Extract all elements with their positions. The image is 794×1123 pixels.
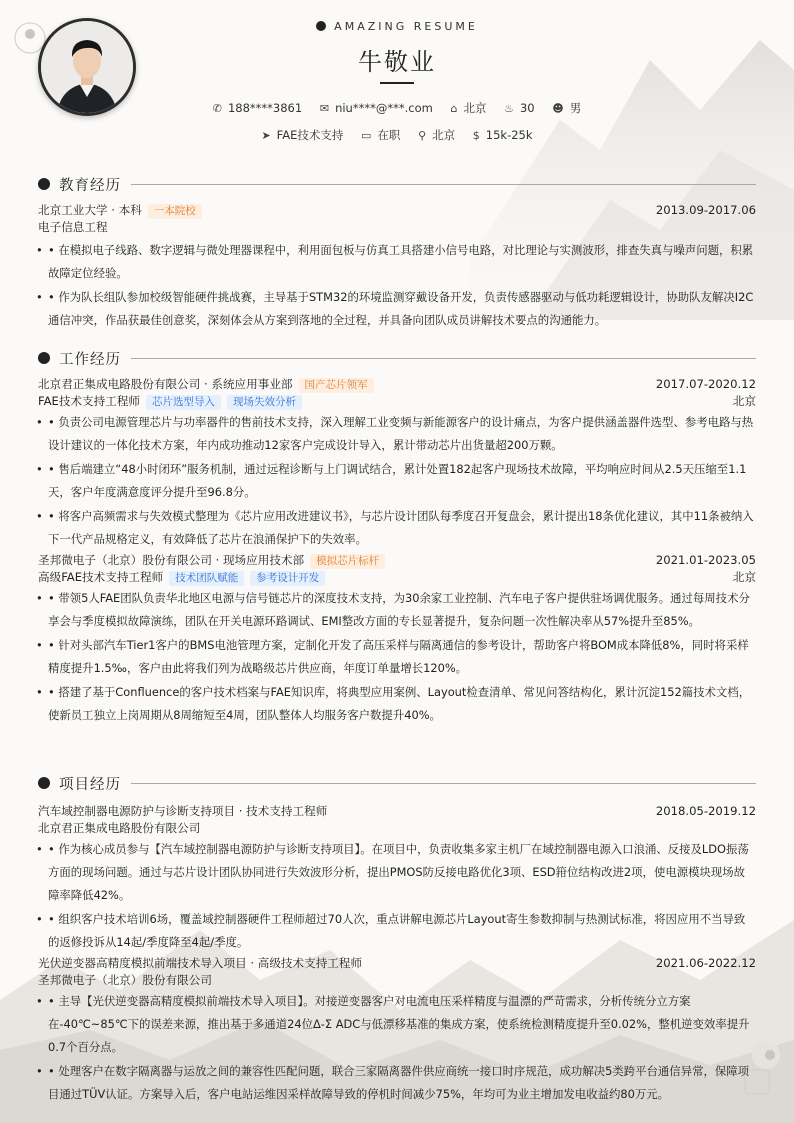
section-divider: [131, 184, 756, 185]
bullet-list: [38, 990, 756, 1106]
section-divider: [131, 783, 756, 784]
education-entry: [38, 202, 756, 332]
project-name: 汽车域控制器电源防护与诊断支持项目 · 技术支持工程师: [38, 804, 328, 818]
send-icon: ➤: [261, 129, 271, 142]
project-name: 光伏逆变器高精度模拟前端技术导入项目 · 高级技术支持工程师: [38, 956, 363, 970]
intent-position: ➤ FAE技术支持: [261, 128, 344, 142]
school-name: 北京工业大学 · 本科: [38, 203, 142, 217]
list-item: • • 作为核心成员参与【汽车域控制器电源防护与诊断支持项目】。在项目中，负责收集多家主机厂在域控制器电源入口浪涌、反接及LDO振荡方面的现场问题。通过与芯片设计团队协同进行失效波形分析，提出PMOS防反接电路优化3项、ESD箝位结构改进2项，使电源模块现场故障率降低42%。: [36, 842, 749, 902]
location-pin-icon: ⚲: [418, 129, 427, 142]
brand-text: AMAZING RESUME: [334, 20, 478, 33]
intent-salary: $ 15k-25k: [472, 128, 533, 142]
intent-status: ▭ 在职: [361, 128, 401, 142]
entry-date: 2013.09-2017.06: [655, 203, 756, 217]
ink-dot-icon: [316, 21, 326, 31]
contact-age: ♨ 30: [504, 101, 535, 115]
bullet-list: [38, 838, 756, 954]
list-item: • • 组织客户技术培训6场，覆盖域控制器硬件工程师超过70人次，重点讲解电源芯片Layout寄生参数抑制与热测试标准，将因应用不当导致的返修投诉从14起/季度降至4起/季度。: [36, 912, 746, 949]
entry-date: 2021.06-2022.12: [655, 956, 756, 970]
list-item: • • 处理客户在数字隔离器与运放之间的兼容性匹配问题，联合三家隔离器件供应商统一接口时序规范，成功解决5类跨平台通信异常，保障项目通过TÜV认证。方案导入后，客户电站运维因采样故障导致的停机时间减少75%，年均可为业主增加发电收益约80万元。: [36, 1064, 750, 1101]
company-name: 圣邦微电子（北京）股份有限公司 · 现场应用技术部: [38, 553, 305, 567]
job-location: 北京: [732, 570, 756, 584]
list-item: • • 作为队长组队参加校级智能硬件挑战赛，主导基于STM32的环境监测穿戴设备开发，负责传感器驱动与低功耗逻辑设计，协助队友解决I2C通信冲突，作品获最佳创意奖，深刻体会从方案到落地的全过程，并具备向团队成员讲解技术要点的沟通能力。: [36, 290, 754, 327]
project-entry: [38, 955, 756, 1106]
ink-dot-icon: [38, 352, 50, 364]
entry-date: 2018.05-2019.12: [655, 804, 756, 818]
education-section: [38, 174, 756, 333]
list-item: • • 在模拟电子线路、数字逻辑与微处理器课程中，利用面包板与仿真工具搭建小信号电路，对比理论与实测波形，排查失真与噪声问题，积累故障定位经验。: [36, 243, 754, 280]
project-entry: [38, 803, 756, 954]
entry-date: 2017.07-2020.12: [655, 377, 756, 391]
project-company: 圣邦微电子（北京）股份有限公司: [38, 973, 212, 987]
bullet-list: [38, 239, 756, 332]
work-entry: [38, 552, 756, 727]
contact-email: ✉ niu****@***.com: [319, 101, 433, 115]
cake-icon: ♨: [504, 102, 514, 115]
company-tag: 模拟芯片标杆: [310, 554, 385, 569]
list-item: • • 针对头部汽车Tier1客户的BMS电池管理方案，定制化开发了高压采样与隔离通信的参考设计，帮助客户将BOM成本降低8%，同时将采样精度提升1.5‰，客户由此将我们列为战略级芯片供应商，年度订单量增长120%。: [36, 638, 749, 675]
section-header: [38, 773, 756, 793]
work-entry: [38, 376, 756, 551]
job-location: 北京: [732, 394, 756, 408]
money-icon: $: [472, 129, 480, 142]
mail-icon: ✉: [319, 102, 330, 115]
entry-date: 2021.01-2023.05: [655, 553, 756, 567]
work-section: [38, 348, 756, 728]
section-divider: [131, 358, 756, 359]
role-tag: 现场失效分析: [227, 395, 302, 410]
project-company: 北京君正集成电路股份有限公司: [38, 821, 201, 835]
contact-gender: ☻ 男: [552, 101, 582, 115]
company-tag: 国产芯片领军: [299, 378, 374, 393]
list-item: • • 将客户高频需求与失效模式整理为《芯片应用改进建议书》，与芯片设计团队每季度召开复盘会，累计提出18条优化建议，其中11条被纳入下一代产品规格定义，有效降低了芯片在浪涌保护下的失效率。: [36, 509, 754, 546]
project-section: [38, 773, 756, 1107]
bullet-list: [38, 587, 756, 727]
list-item: • • 售后端建立“48小时闭环”服务机制，通过远程诊断与上门调试结合，累计处置182起客户现场技术故障，平均响应时间从2.5天压缩至1.1天，客户年度满意度评分提升至96.8分。: [36, 462, 747, 499]
section-title: 项目经历: [59, 776, 121, 793]
briefcase-icon: ▭: [361, 129, 372, 142]
list-item: • • 负责公司电源管理芯片与功率器件的售前技术支持，深入理解工业变频与新能源客户的设计痛点，为客户提供涵盖器件选型、参考电路与热设计建议的一体化技术方案，年内成功推动12家客户完成设计导入，累计带动芯片出货量超200万颗。: [36, 415, 754, 452]
contact-row-primary: [0, 100, 794, 116]
company-name: 北京君正集成电路股份有限公司 · 系统应用事业部: [38, 377, 293, 391]
contact-city: ⌂ 北京: [450, 101, 487, 115]
ink-dot-icon: [38, 178, 50, 190]
school-tag: 一本院校: [148, 204, 202, 219]
section-header: [38, 348, 756, 368]
candidate-name: 牛敬业: [358, 48, 436, 76]
list-item: • • 主导【光伏逆变器高精度模拟前端技术导入项目】。对接逆变器客户对电流电压采样精度与温漂的严苛需求，分析传统分立方案在-40℃~85℃下的误差来源，推出基于多通道24位Δ-Σ ADC与低漂移基准的集成方案，使系统检测精度提升至0.02%，整机逆变效率提升0.7个百分点。: [36, 994, 750, 1054]
role-tag: 参考设计开发: [250, 571, 325, 586]
major: 电子信息工程: [38, 220, 108, 234]
job-role: FAE技术支持工程师: [38, 394, 141, 408]
job-role: 高级FAE技术支持工程师: [38, 570, 164, 584]
contact-phone: ✆ 188****3861: [212, 101, 303, 115]
section-title: 教育经历: [59, 177, 121, 194]
role-tag: 技术团队赋能: [169, 571, 244, 586]
user-icon: ☻: [552, 102, 564, 115]
list-item: • • 带领5人FAE团队负责华北地区电源与信号链芯片的深度技术支持，为30余家工业控制、汽车电子客户提供驻场调优服务。通过每周技术分享会与季度模拟故障演练，团队在开关电源环路调试、EMI整改方面的专长显著提升，复杂问题一次性解决率从57%提升至85%。: [36, 591, 750, 628]
ink-dot-icon: [38, 777, 50, 789]
list-item: • • 搭建了基于Confluence的客户技术档案与FAE知识库，将典型应用案例、Layout检查清单、常见问答结构化，累计沉淀152篇技术文档，使新员工独立上岗周期从8周缩短至4周，团队整体人均服务客户数提升40%。: [36, 685, 751, 722]
role-tag: 芯片选型导入: [146, 395, 221, 410]
bullet-list: [38, 411, 756, 551]
section-title: 工作经历: [59, 351, 121, 368]
section-header: [38, 174, 756, 194]
resume-brand: [0, 20, 794, 33]
home-icon: ⌂: [450, 102, 458, 115]
phone-icon: ✆: [212, 102, 222, 115]
name-underline: [380, 82, 414, 84]
contact-row-intent: [0, 127, 794, 143]
intent-city: ⚲ 北京: [418, 128, 456, 142]
